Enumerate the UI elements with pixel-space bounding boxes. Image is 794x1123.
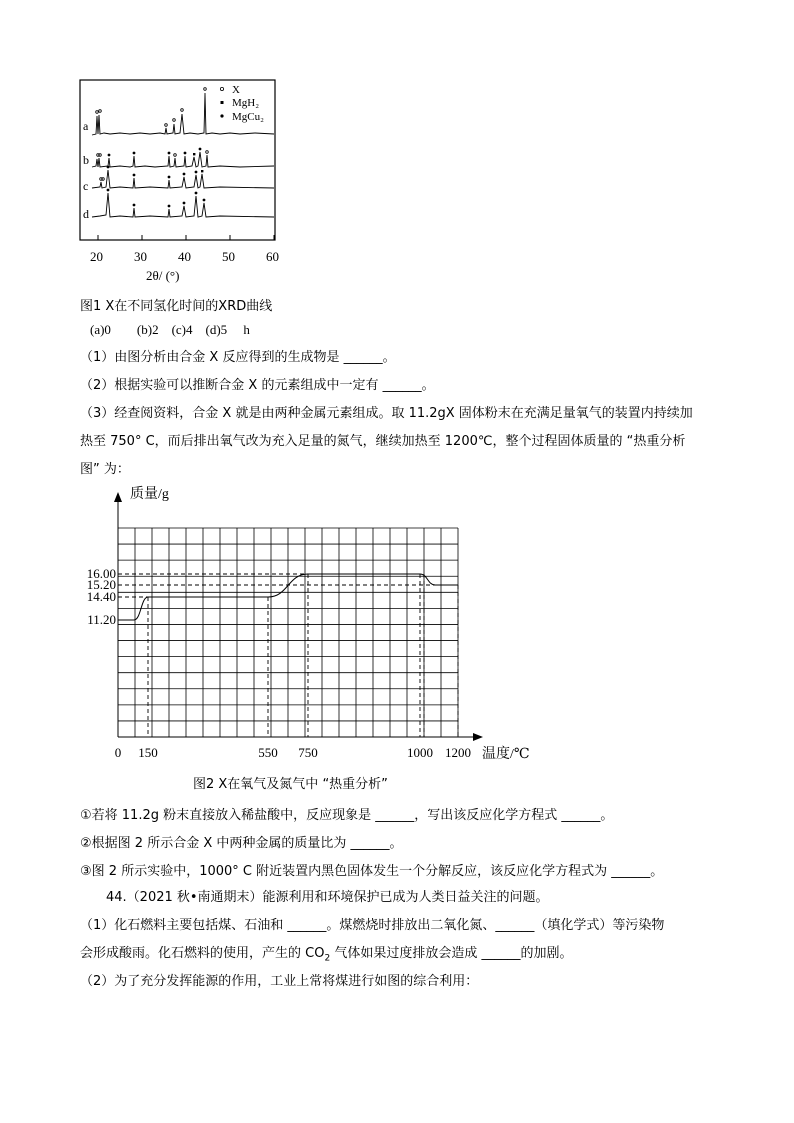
xrd-legend [220, 84, 264, 123]
tga-chart [70, 480, 550, 765]
x-tick-label: 150 [138, 745, 158, 760]
tga-y-ticks [87, 566, 116, 627]
tga-ylabel: 质量/g [130, 487, 169, 502]
y-tick-label: 11.20 [87, 612, 116, 627]
q44-part1-line2 [80, 942, 572, 964]
y-tick-label: 16.00 [86, 566, 116, 581]
question-2: （2）根据实验可以推断合金 X 的元素组成中一定有 ______。 [80, 378, 435, 393]
sub-question-2: ②根据图 2 所示合金 X 中两种金属的质量比为 ______。 [80, 836, 403, 851]
fig2-caption: 图2 X在氧气及氮气中 “热重分析” [193, 777, 388, 792]
q44-part1-line2-b: 气体如果过度排放会造成 ______的加剧。 [330, 946, 573, 961]
xrd-mgcu2-markers [107, 148, 206, 208]
xrd-xtick: 30 [134, 249, 147, 264]
xrd-xtick: 20 [90, 249, 103, 264]
x-tick-label: 0 [114, 745, 122, 760]
curve-label-d: d [83, 207, 89, 221]
legend-dot-icon [220, 114, 223, 117]
q44-part1-line2-a: 会形成酸雨。化石燃料的使用，产生的 CO [80, 946, 325, 961]
legend-label-mgcu2: MgCu₂ [232, 111, 264, 123]
x-tick-label: 1200 [445, 745, 471, 760]
tga-grid [118, 528, 458, 737]
xrd-curve-d [92, 193, 274, 217]
xrd-xaxis-label: 2θ/ (°) [146, 268, 180, 283]
y-tick-label: 14.40 [86, 589, 116, 604]
sub-question-3: ③图 2 所示实验中，1000° C 附近装置内黑色固体发生一个分解反应，该反应化学方程式为 ______。 [80, 864, 664, 879]
fig1-caption: 图1 X在不同氢化时间的XRD曲线 [80, 299, 273, 314]
curve-label-c: c [83, 179, 89, 193]
xrd-curve-c [92, 170, 274, 188]
question-3-line-3: 图” 为： [80, 462, 130, 477]
x-axis-arrow-icon [473, 733, 483, 741]
curve-label-a: a [83, 119, 89, 133]
x-tick-label: 550 [258, 745, 278, 760]
sub-question-1: ①若将 11.2g 粉末直接放入稀盐酸中，反应现象是 ______，写出该反应化学方程式 ______。 [80, 808, 614, 823]
legend-label-mgh2: MgH₂ [232, 97, 260, 109]
legend-square-icon [221, 101, 224, 104]
q44-co2-subscript: 2 [324, 953, 331, 964]
y-axis-arrow-icon [114, 492, 122, 502]
legend-open-circle-icon [220, 87, 223, 90]
xrd-xtick: 40 [178, 249, 191, 264]
xrd-figure [70, 78, 290, 268]
fig1-subcaption: (a)0 (b)2 (c)4 (d)5 h [90, 322, 250, 337]
curve-label-b: b [83, 153, 89, 167]
tga-x-ticks [115, 745, 471, 760]
q44-header: 44.（2021 秋•南通期末）能源利用和环境保护已成为人类日益关注的问题。 [106, 890, 549, 905]
x-tick-label: 750 [298, 745, 318, 760]
question-1: （1）由图分析由合金 X 反应得到的生成物是 ______。 [80, 350, 396, 365]
xrd-xtick: 60 [266, 249, 279, 264]
q44-part1-line1: （1）化石燃料主要包括煤、石油和 ______。煤燃烧时排放出二氧化氮、______（填化学式）等污染物 [80, 918, 665, 933]
q44-part2: （2）为了充分发挥能源的作用，工业上常将煤进行如图的综合利用： [80, 974, 479, 989]
question-3-line-2: 热至 750° C，而后排出氧气改为充入足量的氮气，继续加热至 1200℃，整个过程固体质量的 “热重分析 [80, 434, 686, 449]
xrd-xtick: 50 [222, 249, 235, 264]
x-tick-label: 1000 [407, 745, 433, 760]
question-3-line-1: （3）经查阅资料，合金 X 就是由两种金属元素组成。取 11.2gX 固体粉末在充满足量氧气的装置内持续加 [80, 406, 693, 421]
y-tick-label: 15.20 [86, 577, 116, 592]
tga-xlabel: 温度/℃ [482, 747, 530, 762]
xrd-curve-b [92, 152, 274, 167]
legend-label-x: X [232, 84, 240, 96]
